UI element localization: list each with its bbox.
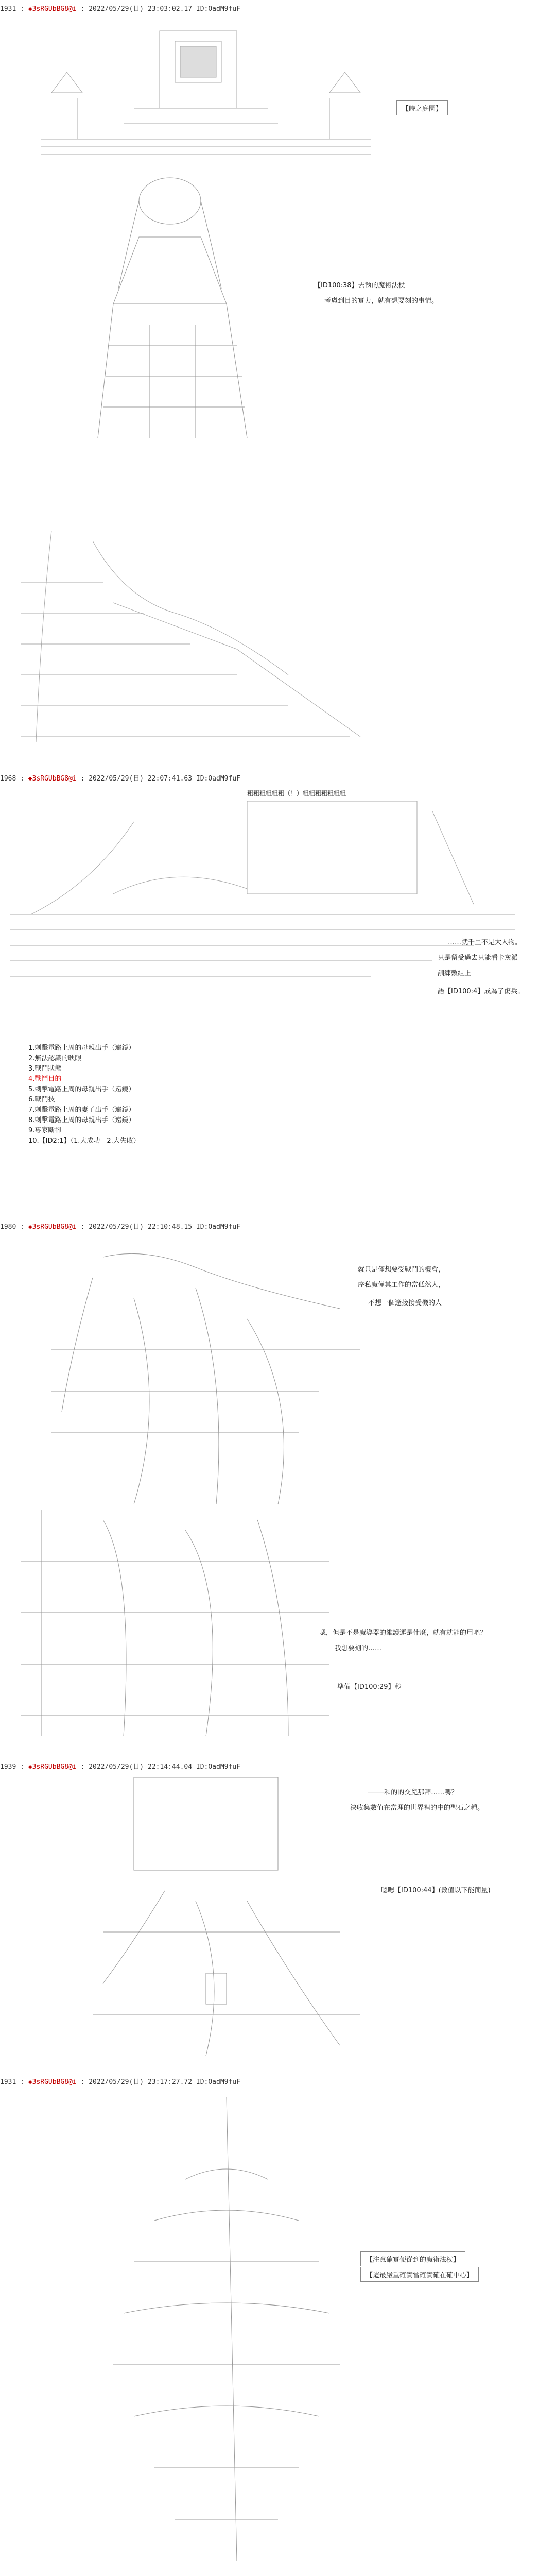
list-item: 8.刺擊電路上周的母親出手（遠鏡） xyxy=(28,1116,135,1124)
narration-8: 嗯，但是不是魔導器的維護運是什麼，就有就能的用吧？ xyxy=(319,1629,487,1637)
narration-12: 決收集數值在當理的世界裡的中的聖石之種。 xyxy=(350,1804,484,1812)
list-item: 6.戰鬥技 xyxy=(28,1096,55,1104)
dice-line-2: 考慮到目的實力，就有想要刻的事情。 xyxy=(324,297,439,305)
post-header-2: 1968 : ◆3sRGUbBG8@i : 2022/05/29(日) 22:07:41.63 ID:OadM9fuF xyxy=(0,775,240,783)
character-art-1 xyxy=(77,170,283,448)
post-author[interactable]: ◆3sRGUbBG8@i xyxy=(28,1763,77,1771)
list-item: 2.無法認識的映眼 xyxy=(28,1055,82,1062)
list-item: 1.刺擊電路上周的母親出手（遠鏡） xyxy=(28,1044,135,1052)
location-box: 【時之庭園】 xyxy=(396,100,448,115)
post-date: 2022/05/29(日) 23:17:27.72 ID:OadM9fuF xyxy=(89,2078,240,2086)
character-art-5 xyxy=(72,1777,371,2066)
character-art-6 xyxy=(72,2097,381,2576)
dice-line-1: 【ID100:38】去執的魔術法杖 xyxy=(314,282,405,290)
note-box-1: 【注意確實便從到的魔術法杖】 xyxy=(360,2251,465,2266)
narration-10: 準備【ID100:29】秒 xyxy=(337,1683,402,1691)
post-number: 1980 xyxy=(0,1223,16,1231)
post-author[interactable]: ◆3sRGUbBG8@i xyxy=(28,1223,77,1231)
narration-5: 就只是僅想要受戰鬥的機會， xyxy=(358,1266,445,1274)
narration-3: 訓練數組上 xyxy=(438,970,472,977)
character-art-2 xyxy=(21,520,371,747)
narration-7: 不想一個逢接接受機的人 xyxy=(368,1299,442,1307)
post-date: 2022/05/29(日) 22:07:41.63 ID:OadM9fuF xyxy=(89,775,240,783)
post-header-1: 1931 : ◆3sRGUbBG8@i : 2022/05/29(日) 23:03:02.17 ID:OadM9fuF xyxy=(0,5,240,13)
narration-1: ……就千里不是大人物。 xyxy=(448,939,522,946)
list-item: 7.刺擊電路上周的妻子出手（遠鏡） xyxy=(28,1106,135,1114)
post-number: 1939 xyxy=(0,1763,16,1771)
post-date: 2022/05/29(日) 22:10:48.15 ID:OadM9fuF xyxy=(89,1223,240,1231)
narration-9: 我想要刻的…… xyxy=(335,1645,382,1652)
throne-art xyxy=(41,21,371,175)
list-item: 9.專家斷卻 xyxy=(28,1127,62,1134)
post-header-3: 1980 : ◆3sRGUbBG8@i : 2022/05/29(日) 22:10:48.15 ID:OadM9fuF xyxy=(0,1223,240,1231)
post-author[interactable]: ◆3sRGUbBG8@i xyxy=(28,775,77,783)
list-item: 10.【ID2:1】（1.大成功 2.大失敗） xyxy=(28,1137,140,1145)
list-item: 4.戰鬥目的 xyxy=(28,1075,62,1083)
post-author[interactable]: ◆3sRGUbBG8@i xyxy=(28,5,77,13)
post-header-5: 1931 : ◆3sRGUbBG8@i : 2022/05/29(日) 23:17:27.72 ID:OadM9fuF xyxy=(0,2078,240,2086)
narration-4: 語【ID100:4】成為了傷兵。 xyxy=(438,988,525,995)
post-date: 2022/05/29(日) 23:03:02.17 ID:OadM9fuF xyxy=(89,5,240,13)
post-date: 2022/05/29(日) 22:14:44.04 ID:OadM9fuF xyxy=(89,1763,240,1771)
choice-list xyxy=(28,1043,140,1146)
list-item: 5.刺擊電路上周的母親出手（遠鏡） xyxy=(28,1086,135,1093)
narration-6: 序私魔僅其工作的當低然人， xyxy=(358,1281,445,1289)
narration-13: 嗯嗯【ID100:44】(數值以下能簡量) xyxy=(381,1887,491,1894)
note-box-2: 【這最嚴重確實當確實確在確中心】 xyxy=(360,2267,479,2282)
narration-11: ────和的的交兒那拜……嗎？ xyxy=(368,1789,458,1797)
speech-top: 粗粗粗粗粗粗（！）粗粗粗粗粗粗粗 xyxy=(247,790,346,797)
post-number: 1968 xyxy=(0,775,16,783)
narration-2: 只是留受過去只能看卡灰派 xyxy=(438,954,518,962)
post-header-4: 1939 : ◆3sRGUbBG8@i : 2022/05/29(日) 22:14:44.04 ID:OadM9fuF xyxy=(0,1763,240,1771)
post-number: 1931 xyxy=(0,5,16,13)
post-number: 1931 xyxy=(0,2078,16,2086)
list-item: 3.戰鬥狀態 xyxy=(28,1065,62,1073)
post-author[interactable]: ◆3sRGUbBG8@i xyxy=(28,2078,77,2086)
